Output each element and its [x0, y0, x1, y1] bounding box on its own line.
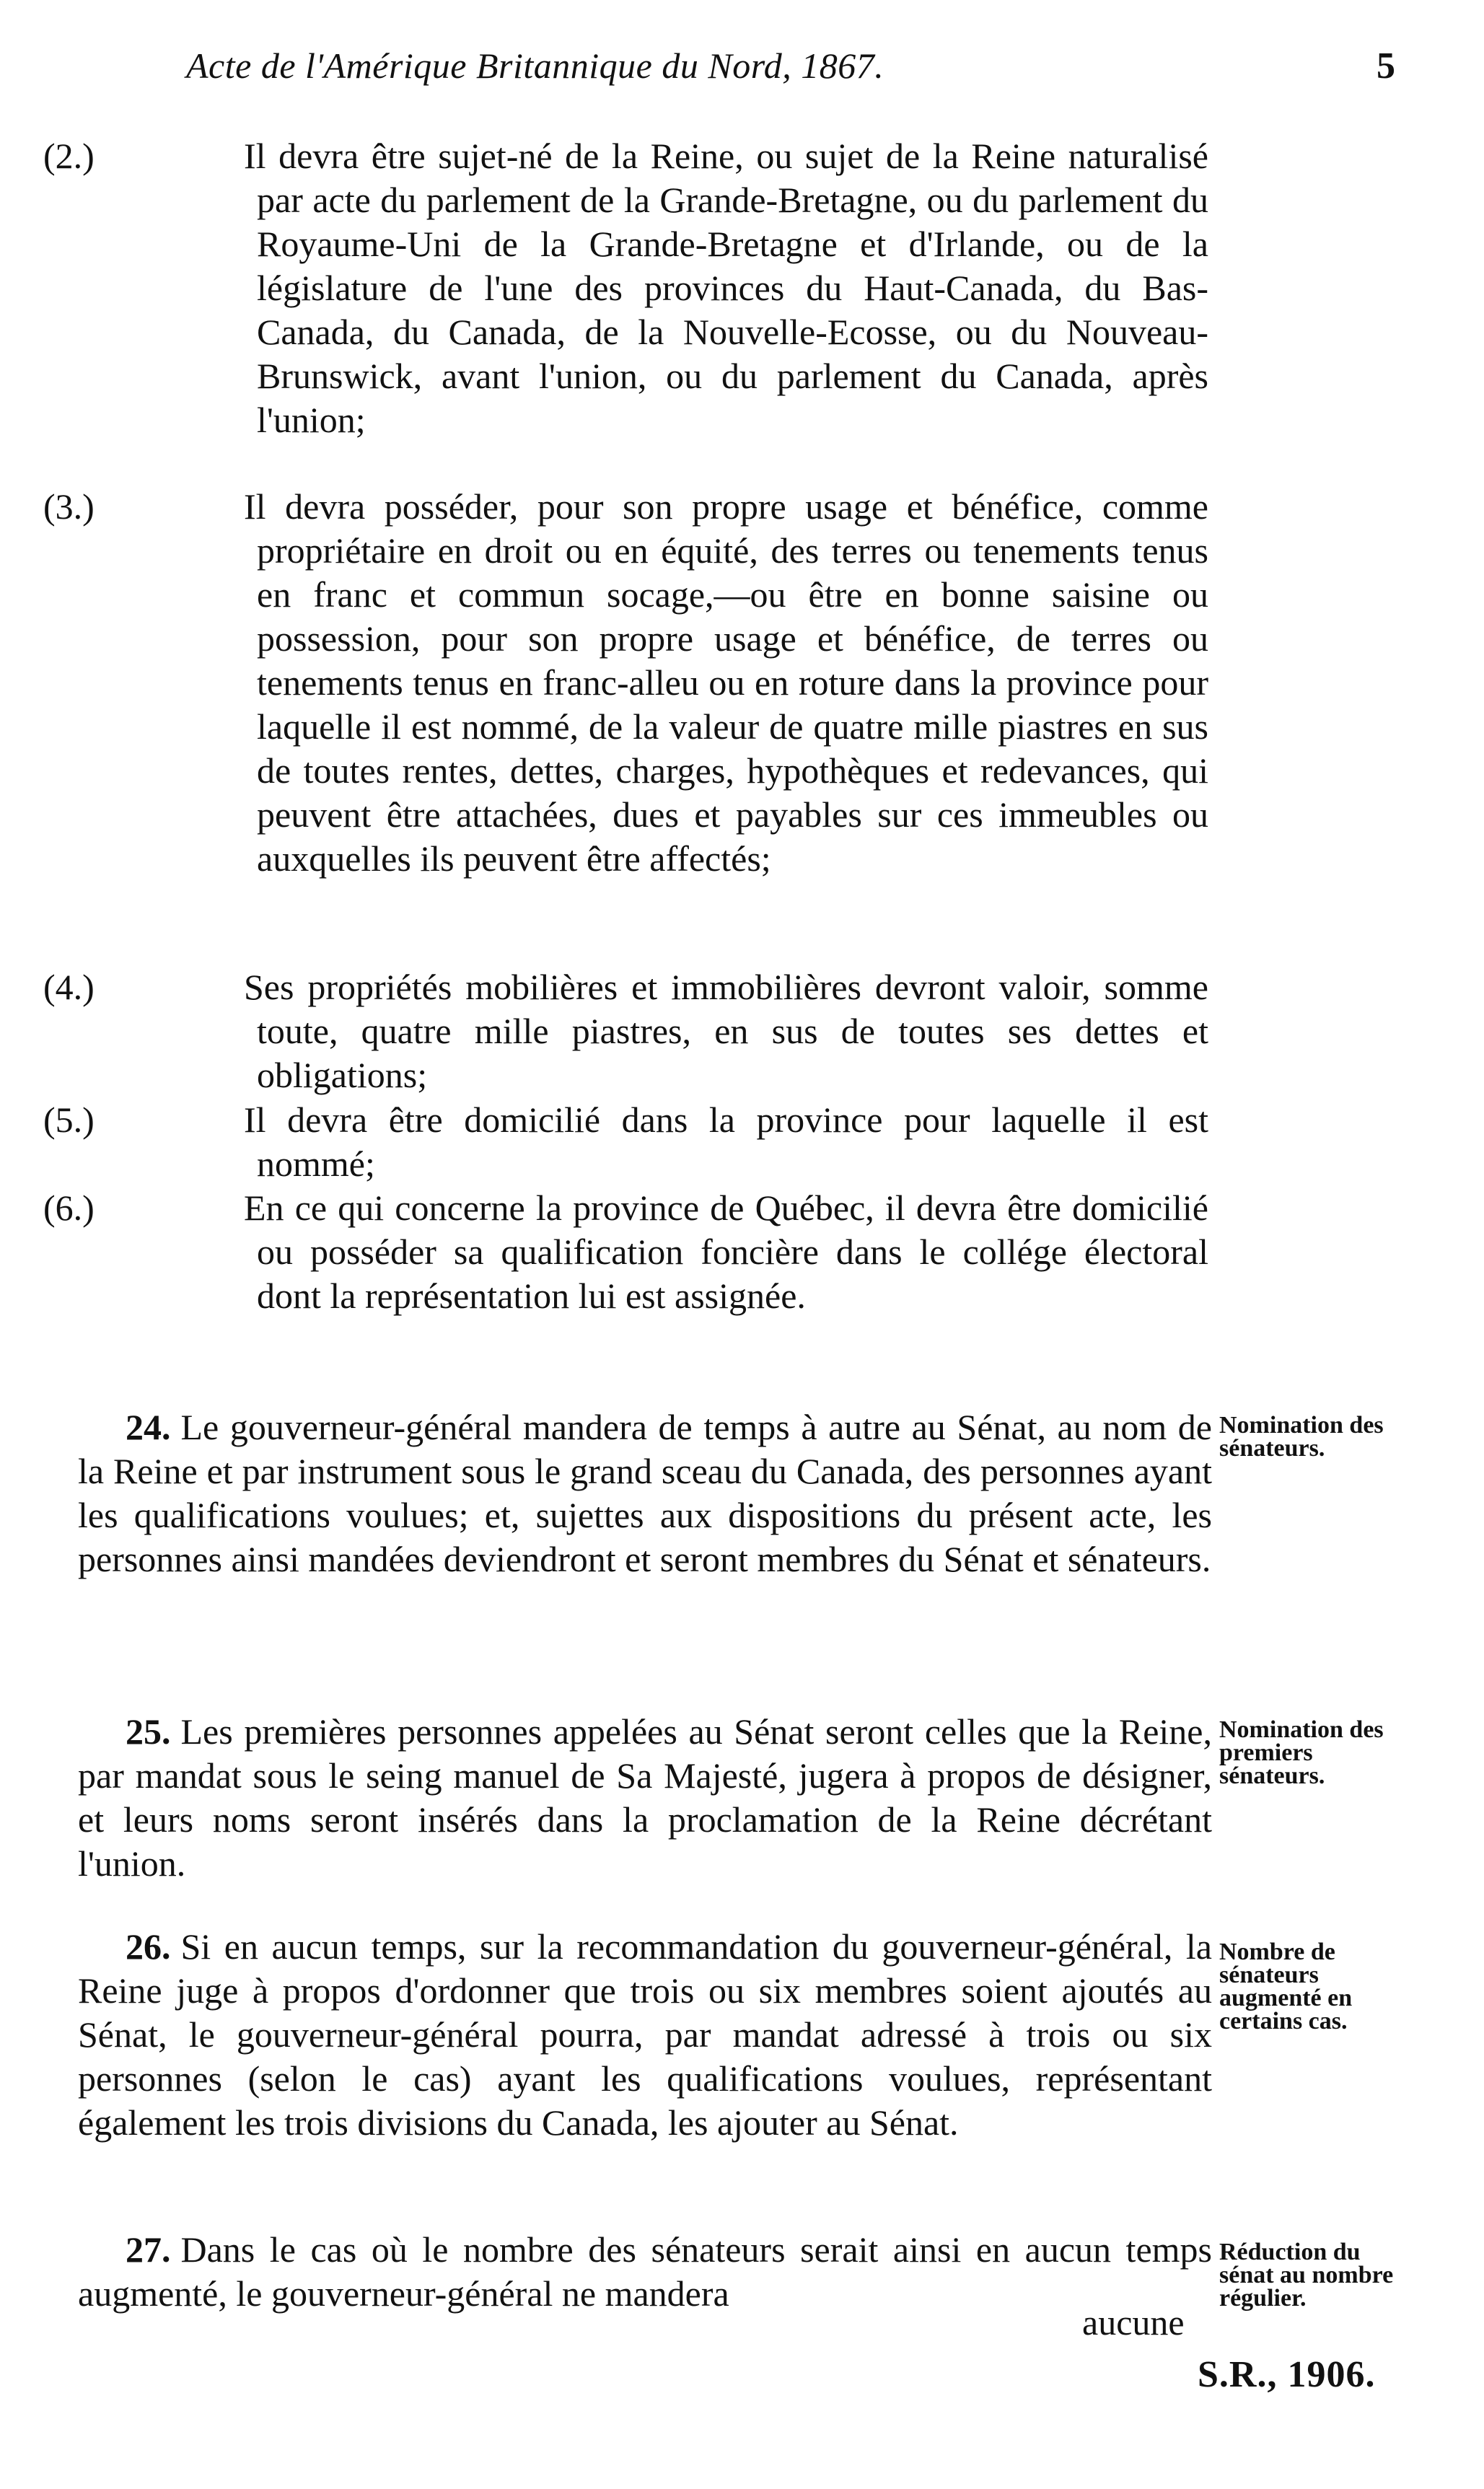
clause-text: Il devra être sujet-né de la Reine, ou sujet de la Reine naturalisé par acte du parlement de la Grande-Bretagne, ou du parlement du Royaume-Uni de la Grande-Bretagne et d'Irlande, ou de la législature de l'une des provinces du Haut-Canada, du Bas-Canada, du Canada, de la Nouvelle-Ecosse, ou du Nouveau-Brunswick, avant l'union, ou du parlement du Canada, après l'union; — [244, 136, 1208, 440]
clause-number: (5.) — [43, 1099, 95, 1140]
clause-5 — [43, 1098, 1208, 1186]
section-27 — [78, 2228, 1212, 2316]
catchword: aucune — [1082, 2302, 1185, 2343]
section-text: Le gouverneur-général mandera de temps à autre au Sénat, au nom de la Reine et par instrument sous le grand sceau du Canada, des personnes ayant les qualifications voulues; et, sujettes aux dispositions du présent acte, les personnes ainsi mandées deviendront et seront membres du Sénat et sénateurs. — [78, 1407, 1212, 1579]
section-number: 27. — [126, 2229, 171, 2270]
clause-text: Il devra posséder, pour son propre usage et bénéfice, comme propriétaire en droit ou en équité, des terres ou tenements tenus en franc et commun socage,—ou être en bonne saisine ou possession, pour son propre usage et bénéfice, de terres ou tenements tenus en franc-alleu ou en roture dans la province pour laquelle il est nommé, de la valeur de quatre mille piastres en sus de toutes rentes, dettes, charges, hypothèques et redevances, qui peuvent être attachées, dues et payables sur ces immeubles ou auxquelles ils peuvent être affectés; — [244, 486, 1208, 879]
clause-number: (4.) — [43, 967, 95, 1007]
clause-3 — [43, 485, 1208, 881]
section-26 — [78, 1925, 1212, 2145]
section-number: 26. — [126, 1926, 171, 1967]
clause-number: (2.) — [43, 136, 95, 176]
footer-reference: S.R., 1906. — [1198, 2354, 1376, 2395]
section-25 — [78, 1710, 1212, 1886]
clause-6 — [43, 1186, 1208, 1318]
marginal-note-24: Nomination des sénateurs. — [1219, 1412, 1384, 1462]
section-text: Si en aucun temps, sur la recommandation du gouverneur-général, la Reine juge à propos d'ordonner que trois ou six membres soient ajoutés au Sénat, le gouverneur-général pourra, par mandat adressé à trois ou six personnes (selon le cas) ayant les qualifications voulues, représentant également les trois divisions du Canada, les ajouter au Sénat. — [78, 1926, 1212, 2143]
clause-text: Il devra être domicilié dans la province pour laquelle il est nommé; — [244, 1099, 1208, 1184]
clause-4 — [43, 965, 1208, 1097]
section-text: Les premières personnes appelées au Sénat seront celles que la Reine, par mandat sous le seing manuel de Sa Majesté, jugera à propos de désigner, et leurs noms seront insérés dans la proclamation de la Reine décrétant l'union. — [78, 1711, 1212, 1884]
clause-text: En ce qui concerne la province de Québec, il devra être domicilié ou posséder sa qualification foncière dans le collége électoral dont la représentation lui est assignée. — [244, 1188, 1208, 1316]
section-text: Dans le cas où le nombre des sénateurs serait ainsi en aucun temps augmenté, le gouverneur-général ne mandera — [78, 2229, 1212, 2314]
marginal-note-25: Nomination des premiers sénateurs. — [1219, 1716, 1384, 1789]
clause-2 — [43, 134, 1208, 442]
clause-number: (6.) — [43, 1188, 95, 1228]
marginal-note-27: Réduction du sénat au nombre régulier. — [1219, 2239, 1394, 2312]
section-24 — [78, 1405, 1212, 1581]
section-number: 25. — [126, 1711, 171, 1752]
marginal-note-26: Nombre de sénateurs augmenté en certains cas. — [1219, 1939, 1353, 2034]
page-number: 5 — [1377, 45, 1395, 87]
running-title: Acte de l'Amérique Britannique du Nord, 1867. — [186, 45, 884, 86]
clause-text: Ses propriétés mobilières et immobilières devront valoir, somme toute, quatre mille piastres, en sus de toutes ses dettes et obligations; — [244, 967, 1208, 1095]
section-number: 24. — [126, 1407, 171, 1447]
clause-number: (3.) — [43, 486, 95, 527]
